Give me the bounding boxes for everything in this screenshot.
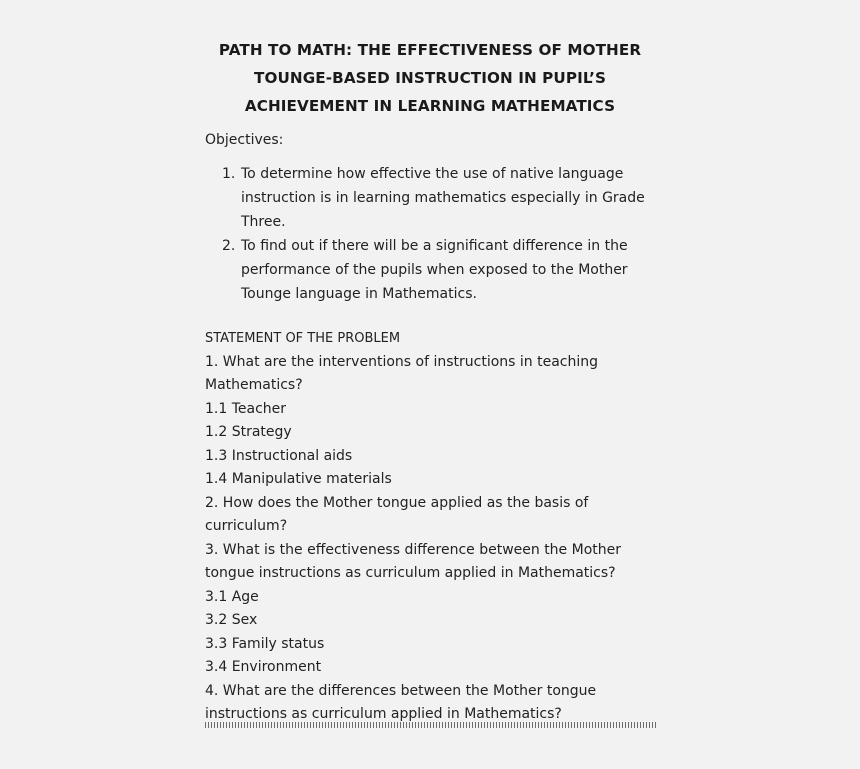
statement-line: Mathematics? [205,377,303,393]
objective-line: performance of the pupils when exposed to the Mother [241,262,628,278]
objective-line: instruction is in learning mathematics especially in Grade [241,190,645,206]
document-title [205,36,655,120]
statement-heading: STATEMENT OF THE PROBLEM [205,331,401,346]
statement-line: 2. How does the Mother tongue applied as the basis of [205,494,589,511]
statement-line: curriculum? [205,518,288,534]
objective-number: 1. [222,166,236,182]
objectives-label: Objectives: [205,132,284,148]
statement-line: 3.3 Family status [205,635,325,652]
problem-statement [205,327,665,727]
dotted-separator [205,722,657,728]
statement-line: 1.4 Manipulative materials [205,471,392,487]
statement-line: 3.1 Age [205,588,259,605]
statement-line: 1. What are the interventions of instructions in teaching [205,353,599,370]
statement-line: 4. What are the differences between the Mother tongue [205,682,597,699]
statement-line: 1.3 Instructional aids [205,447,353,464]
objective-line: Three. [241,214,286,230]
objective-item-2 [220,234,660,306]
statement-line: 3.2 Sex [205,612,258,628]
statement-line: 3. What is the effectiveness difference between the Mother [205,541,621,558]
title-line-1: PATH TO MATH: THE EFFECTIVENESS OF MOTHER [218,41,642,59]
statement-line: tongue instructions as curriculum applied in Mathematics? [205,565,616,581]
title-line-2: TOUNGE-BASED INSTRUCTION IN PUPIL’S [253,69,607,87]
objective-line: Tounge language in Mathematics. [241,286,477,302]
statement-line: 3.4 Environment [205,659,322,675]
objective-line: To determine how effective the use of native language [241,166,624,182]
objective-number: 2. [222,238,236,254]
objective-line: To find out if there will be a significant difference in the [241,238,628,254]
title-line-3: ACHIEVEMENT IN LEARNING MATHEMATICS [244,97,616,115]
statement-line: 1.1 Teacher [205,400,287,417]
objective-item-1 [220,162,660,234]
objectives-list [220,162,660,306]
statement-line: 1.2 Strategy [205,424,292,440]
statement-line: instructions as curriculum applied in Mathematics? [205,706,562,722]
